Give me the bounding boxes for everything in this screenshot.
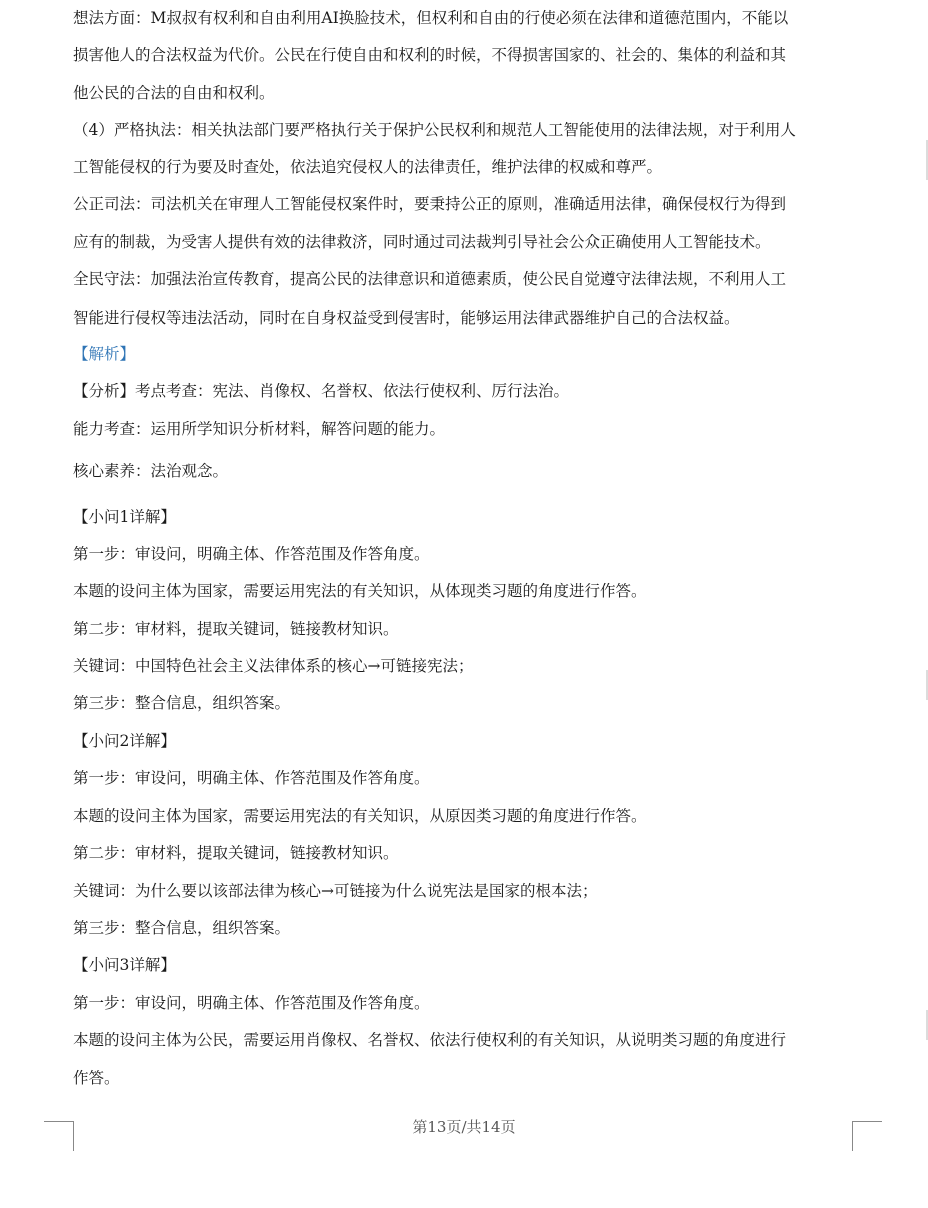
paragraph-line: 第二步：审材料，提取关键词，链接教材知识。 [73, 620, 399, 638]
footer-crop-mark-left [44, 1121, 74, 1151]
paragraph-line: 公正司法：司法机关在审理人工智能侵权案件时，要秉持公正的原则，准确适用法律，确保侵权行为得到 [73, 195, 787, 213]
paragraph-line: 第三步：整合信息，组织答案。 [73, 919, 291, 937]
paragraph-line: 全民守法：加强法治宣传教育，提高公民的法律意识和道德素质，使公民自觉遵守法律法规，不利用人工 [73, 270, 787, 288]
paragraph-line: 想法方面：M叔叔有权利和自由利用AI换脸技术，但权利和自由的行使必须在法律和道德范围内，不能以 [73, 9, 789, 27]
paragraph-line: （4）严格执法：相关执法部门要严格执行关于保护公民权利和规范人工智能使用的法律法规，对于利用人 [73, 121, 796, 139]
paragraph-line: 本题的设问主体为国家，需要运用宪法的有关知识，从原因类习题的角度进行作答。 [73, 807, 647, 825]
paragraph-line: 第二步：审材料，提取关键词，链接教材知识。 [73, 844, 399, 862]
paragraph-line: 能力考查：运用所学知识分析材料，解答问题的能力。 [73, 420, 446, 438]
paragraph-line: 他公民的合法的自由和权利。 [73, 84, 275, 102]
paragraph-line: 本题的设问主体为国家，需要运用宪法的有关知识，从体现类习题的角度进行作答。 [73, 582, 647, 600]
section-heading: 【小问1详解】 [73, 508, 176, 526]
paragraph-line: 第三步：整合信息，组织答案。 [73, 694, 291, 712]
section-heading: 【小问2详解】 [73, 732, 176, 750]
paragraph-line: 第一步：审设问，明确主体、作答范围及作答角度。 [73, 769, 430, 787]
paragraph-line: 损害他人的合法权益为代价。公民在行使自由和权利的时候，不得损害国家的、社会的、集体的利益和其 [73, 46, 787, 64]
paragraph-line: 智能进行侵权等违法活动，同时在自身权益受到侵害时，能够运用法律武器维护自己的合法权益。 [73, 309, 740, 327]
paragraph-line: 工智能侵权的行为要及时查处，依法追究侵权人的法律责任，维护法律的权威和尊严。 [73, 158, 663, 176]
paragraph-line: 作答。 [73, 1069, 120, 1087]
paragraph-line: 应有的制裁，为受害人提供有效的法律救济，同时通过司法裁判引导社会公众正确使用人工智能技术。 [73, 233, 771, 251]
paragraph-line: 关键词：为什么要以该部法律为核心→可链接为什么说宪法是国家的根本法； [73, 882, 598, 900]
paragraph-line: 【分析】考点考查：宪法、肖像权、名誉权、依法行使权利、厉行法治。 [73, 382, 570, 400]
paragraph-line: 本题的设问主体为公民，需要运用肖像权、名誉权、依法行使权利的有关知识，从说明类习题的角度进行 [73, 1031, 787, 1049]
paragraph-line: 关键词：中国特色社会主义法律体系的核心→可链接宪法； [73, 657, 474, 675]
section-heading: 【小问3详解】 [73, 956, 176, 974]
analysis-heading: 【解析】 [73, 345, 136, 363]
paragraph-line: 第一步：审设问，明确主体、作答范围及作答角度。 [73, 545, 430, 563]
paragraph-line: 核心素养：法治观念。 [73, 462, 229, 480]
footer-crop-mark-right [852, 1121, 882, 1151]
page-number: 第13页/共14页 [412, 1118, 516, 1136]
paragraph-line: 第一步：审设问，明确主体、作答范围及作答角度。 [73, 994, 430, 1012]
